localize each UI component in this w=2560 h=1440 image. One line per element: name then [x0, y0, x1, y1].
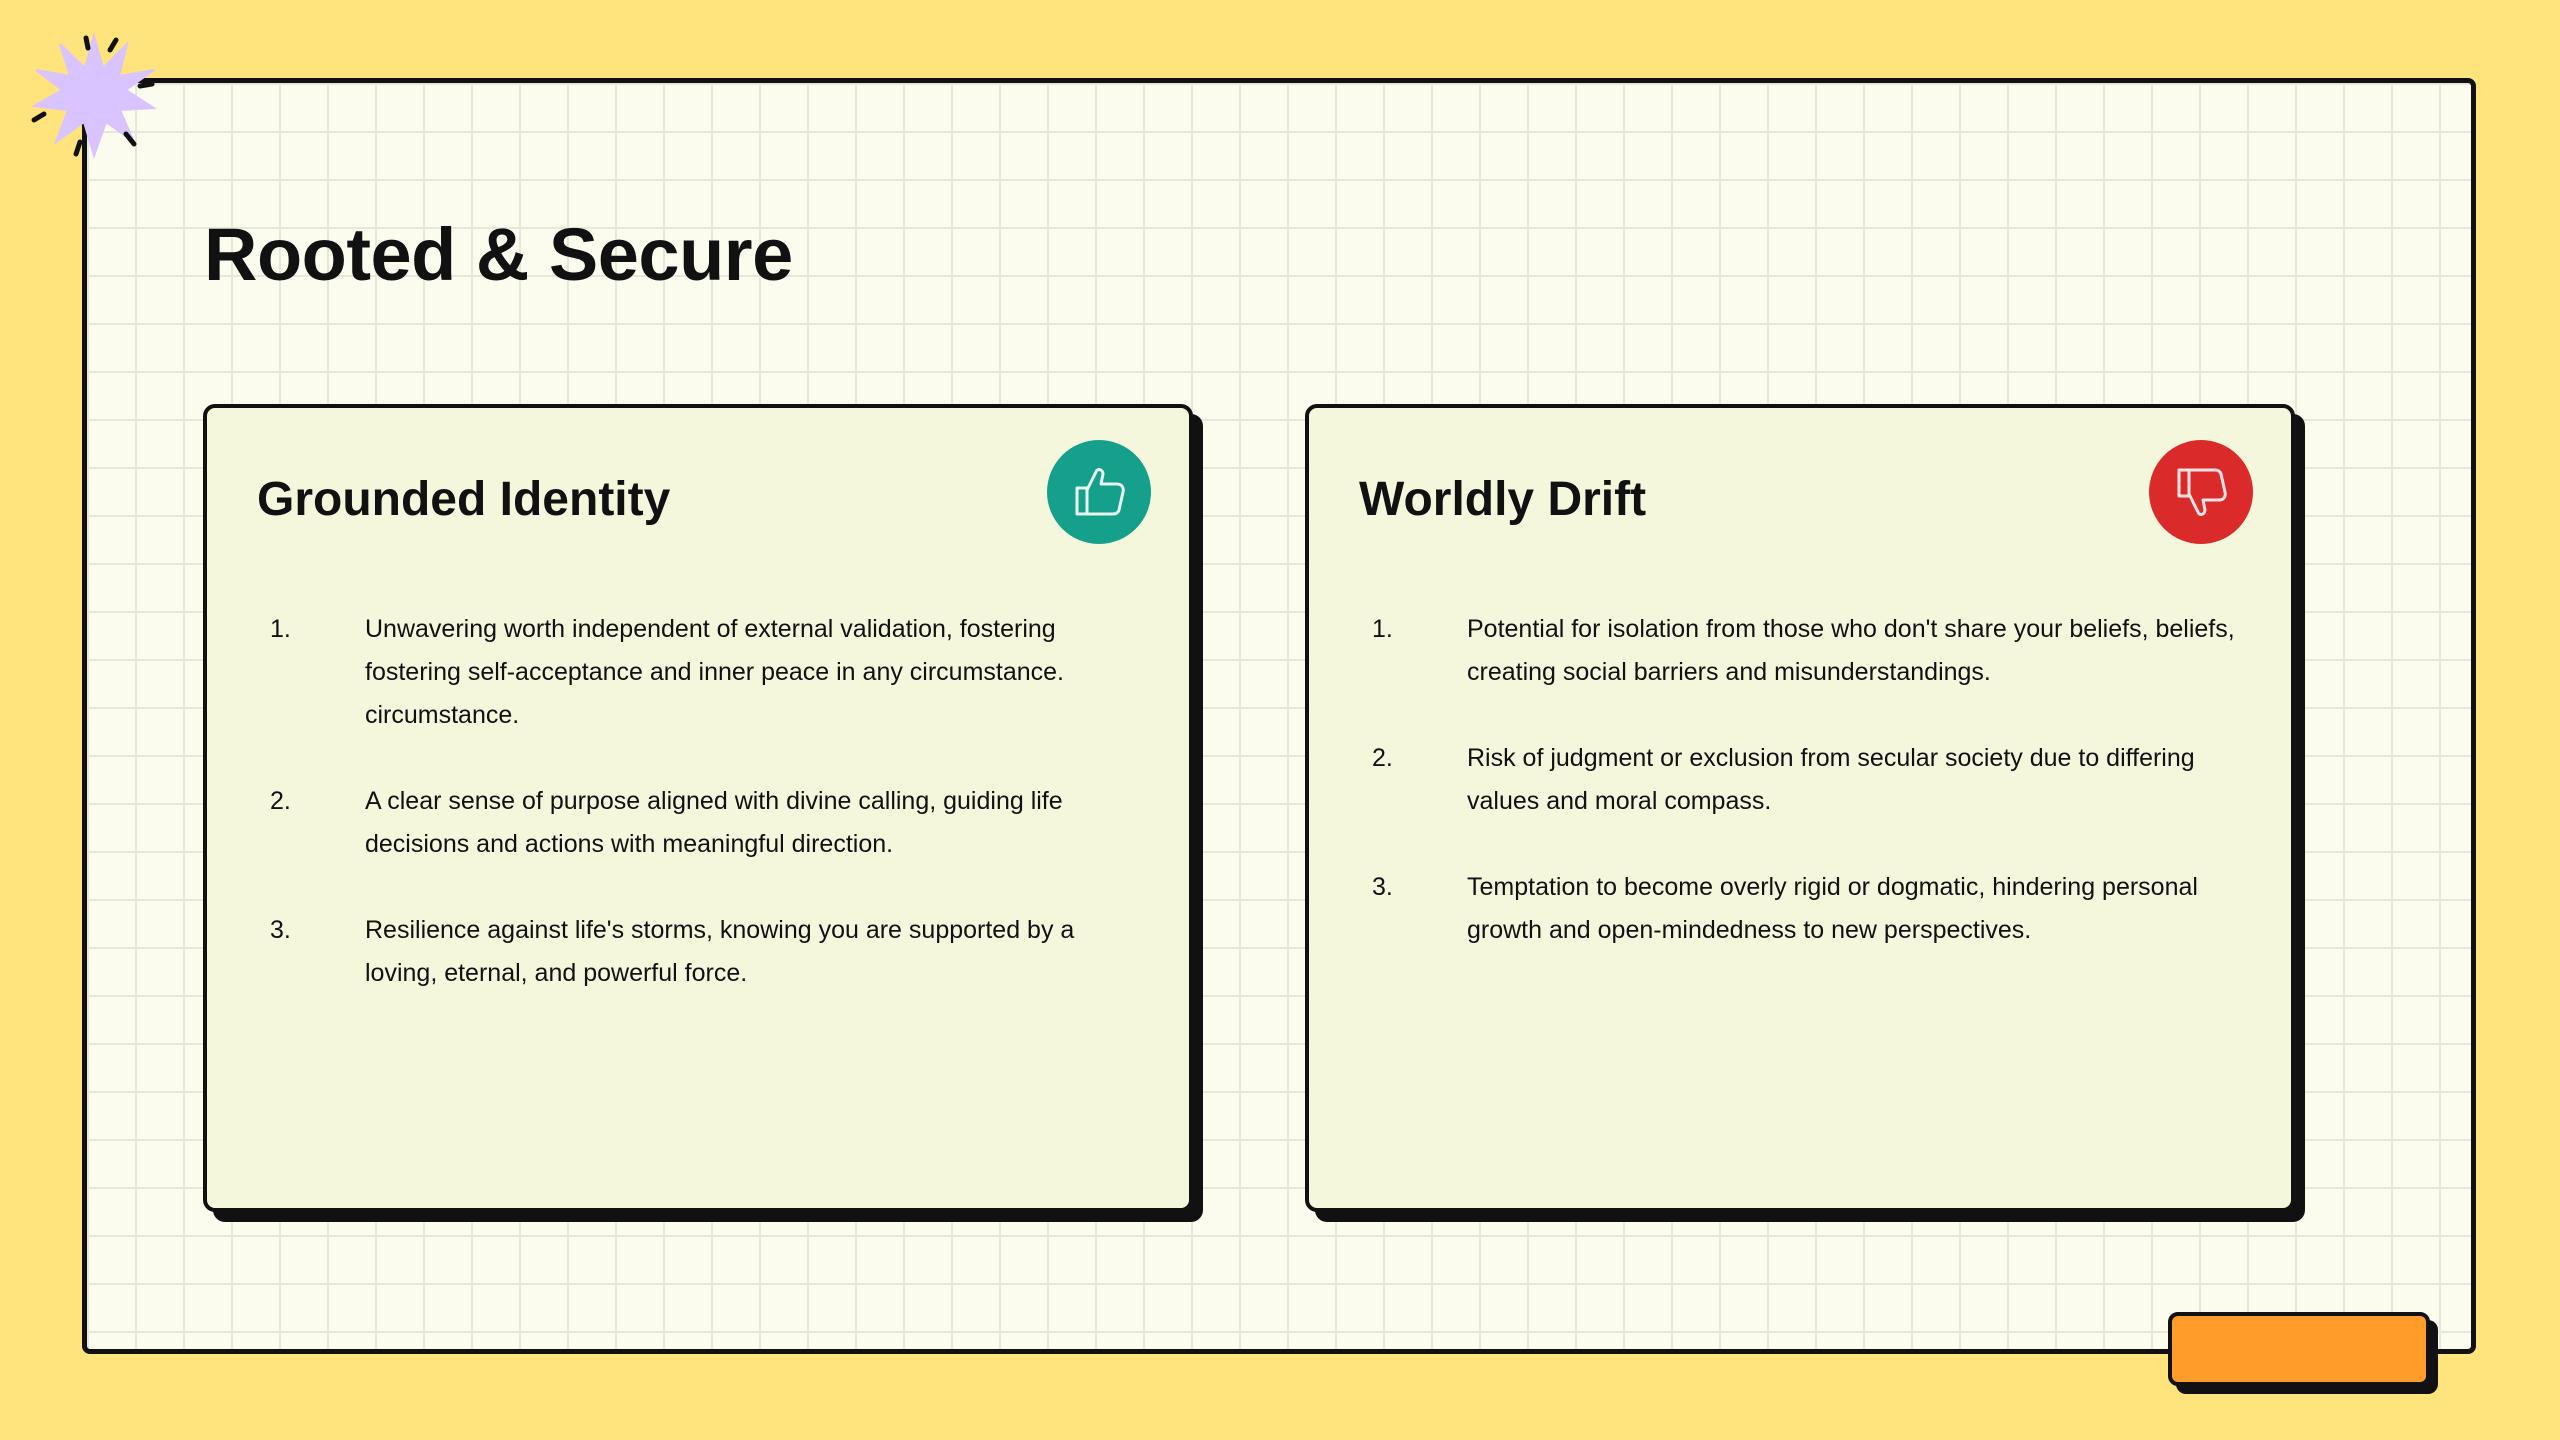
starburst-icon	[28, 30, 160, 162]
card-title: Grounded Identity	[257, 473, 671, 526]
list-item	[207, 909, 1189, 995]
item-text: Potential for isolation from those who don't share your beliefs, beliefs, creating social barriers and misunderstandings.	[1467, 615, 2235, 686]
item-text: A clear sense of purpose aligned with divine calling, guiding life decisions and actions with meaningful direction.	[365, 787, 1063, 858]
pros-badge	[1047, 440, 1151, 544]
list-item	[1309, 737, 2291, 823]
list-item	[207, 608, 1189, 737]
cons-list	[1309, 608, 2291, 995]
list-item	[1309, 866, 2291, 952]
slide-title: Rooted & Secure	[204, 213, 793, 296]
item-text: Unwavering worth independent of external validation, fostering fostering self-acceptance and inner peace in any circumstance. circumstance.	[365, 615, 1064, 729]
thumbs-down-icon	[2171, 462, 2231, 522]
decorative-tag	[2168, 1312, 2430, 1386]
item-text: Risk of judgment or exclusion from secular society due to differing values and moral compass.	[1467, 744, 2195, 815]
card-grounded-identity	[203, 404, 1193, 1212]
item-number: 3.	[270, 916, 291, 944]
thumbs-up-icon	[1069, 462, 1129, 522]
card-title: Worldly Drift	[1359, 473, 1647, 526]
item-number: 1.	[270, 615, 291, 643]
list-item	[207, 780, 1189, 866]
cons-badge	[2149, 440, 2253, 544]
item-number: 2.	[270, 787, 291, 815]
item-number: 3.	[1372, 873, 1393, 901]
item-text: Temptation to become overly rigid or dogmatic, hindering personal growth and open-mindedness to new perspectives.	[1467, 873, 2198, 944]
item-number: 2.	[1372, 744, 1393, 772]
item-text: Resilience against life's storms, knowing you are supported by a loving, eternal, and powerful force.	[365, 916, 1075, 987]
item-number: 1.	[1372, 615, 1393, 643]
pros-list	[207, 608, 1189, 1038]
card-worldly-drift	[1305, 404, 2295, 1212]
list-item	[1309, 608, 2291, 694]
